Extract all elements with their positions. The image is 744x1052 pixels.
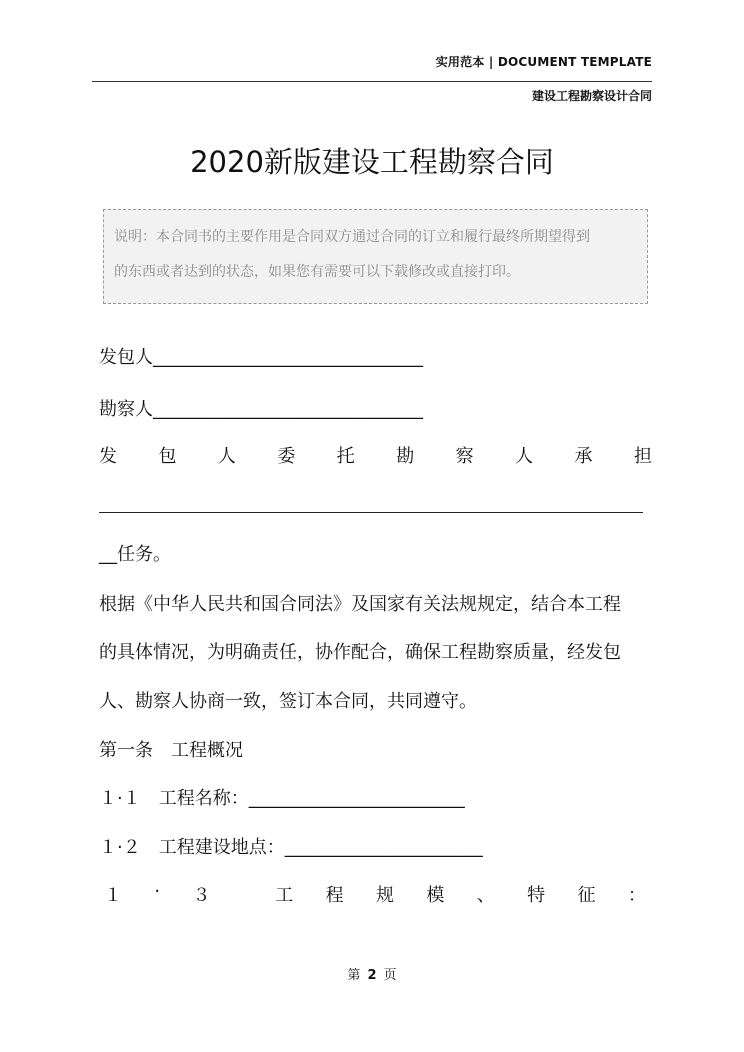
description-note-box (103, 209, 648, 304)
page-footer (0, 964, 744, 983)
entrust-char: 勘 (396, 446, 415, 467)
header-template-label: 实用范本 | DOCUMENT TEMPLATE (435, 55, 652, 69)
entrust-char: 人 (217, 446, 236, 467)
task-line: __任务。 (99, 544, 171, 565)
item13-char: 规 (375, 885, 394, 906)
item13-char: 、 (476, 885, 495, 906)
item13-char: 程 (325, 885, 344, 906)
page-suffix: 页 (383, 968, 397, 983)
note-line-1: 说明：本合同书的主要作用是合同双方通过合同的订立和履行最终所期望得到 (114, 229, 590, 245)
item-1-3-scale-features (104, 881, 646, 907)
entrust-char: 发 (99, 446, 117, 467)
entrust-char: 担 (633, 446, 652, 467)
entrust-char: 托 (336, 446, 355, 467)
item-1-2-project-location: １·２ 工程建设地点：______________________ (99, 837, 483, 858)
entrust-char: 人 (515, 446, 534, 467)
entrust-blank-underline (99, 512, 643, 513)
item13-char: 工 (275, 885, 294, 906)
item13-char: · (154, 881, 161, 902)
document-title: 2020新版建设工程勘察合同 (190, 145, 554, 179)
surveyor-field: 勘察人______________________________ (99, 399, 423, 420)
header-divider (92, 81, 652, 82)
item-1-1-project-name: １·１ 工程名称：________________________ (99, 788, 465, 809)
header-doc-category: 建设工程勘察设计合同 (531, 89, 652, 103)
item13-char: 模 (426, 885, 445, 906)
item13-char: １ (104, 885, 122, 906)
item13-char: 征 (577, 885, 596, 906)
note-line-2: 的东西或者达到的状态，如果您有需要可以下载修改或直接打印。 (114, 264, 520, 280)
paragraph-line: 根据《中华人民共和国合同法》及国家有关法规规定，结合本工程 (99, 594, 621, 615)
entrust-char: 承 (574, 446, 593, 467)
paragraph-line: 的具体情况，为明确责任，协作配合，确保工程勘察质量，经发包 (99, 642, 621, 663)
item13-char: ： (627, 885, 646, 906)
paragraph-line: 人、勘察人协商一致，签订本合同，共同遵守。 (99, 691, 477, 712)
item13-char: 特 (527, 885, 546, 906)
entrust-line (99, 442, 652, 468)
entrust-char: 委 (277, 446, 296, 467)
page-prefix: 第 (347, 968, 361, 983)
page-number: 2 (367, 968, 377, 983)
item13-char: ３ (192, 885, 211, 906)
article-1-heading: 第一条 工程概况 (99, 740, 243, 761)
entrust-char: 包 (158, 446, 177, 467)
entrust-char: 察 (455, 446, 474, 467)
employer-field: 发包人______________________________ (99, 347, 423, 368)
